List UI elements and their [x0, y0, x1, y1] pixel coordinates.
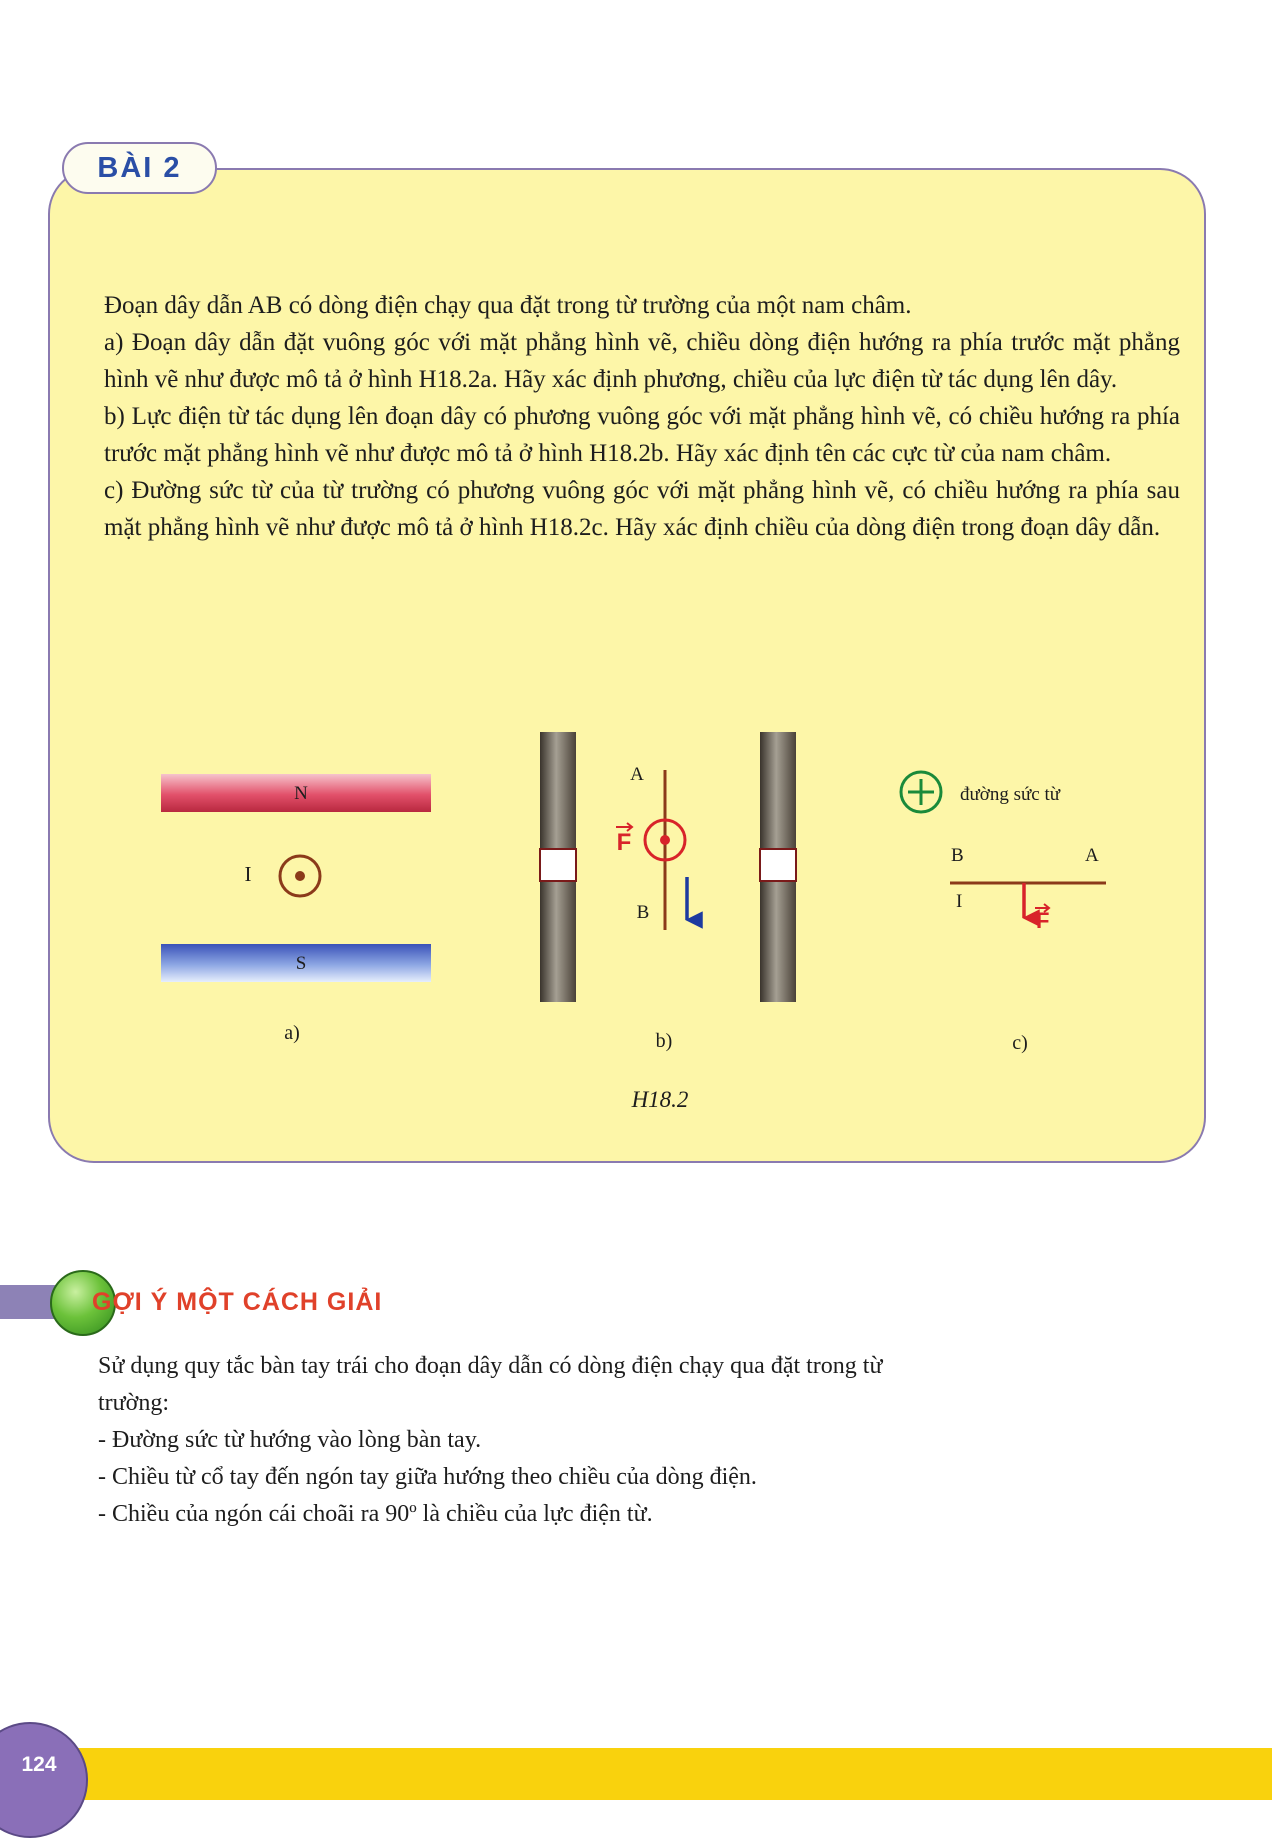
point-b-label-c: B: [951, 845, 964, 866]
force-label-b: F: [616, 829, 632, 856]
exercise-tab: [62, 142, 217, 194]
hint-step: - Chiều từ cổ tay đến ngón tay giữa hướng theo chiều của dòng điện.: [98, 1464, 757, 1490]
magnet-pole-left-blank: [540, 849, 576, 881]
footer-bar: [70, 1748, 1272, 1800]
problem-part-b: b) Lực điện từ tác dụng lên đoạn dây có phương vuông góc với mặt phẳng hình vẽ, có chiều hướng ra phía trước mặt phẳng hình vẽ như được mô tả ở hình H18.2b. Hãy xác định tên các cực từ của nam châm.: [104, 403, 1180, 467]
point-a-label-b: A: [630, 764, 644, 785]
panel-a-label: a): [284, 1022, 300, 1044]
hint-intro: Sử dụng quy tắc bàn tay trái cho đoạn dây dẫn có dòng điện chạy qua đặt trong từ trường:: [98, 1353, 883, 1416]
south-pole-label: S: [295, 953, 307, 974]
current-label-c: I: [956, 891, 963, 912]
figure-caption: H18.2: [631, 1087, 689, 1112]
page-number: 124: [21, 1753, 57, 1776]
force-label-c: F: [1036, 908, 1050, 933]
hint-body: [98, 1348, 948, 1533]
figure-drawing: [48, 720, 1206, 1140]
point-a-label-c: A: [1085, 845, 1099, 866]
hint-title: GỢI Ý MỘT CÁCH GIẢI: [92, 1288, 383, 1316]
problem-text: [104, 287, 1180, 546]
hint-step: - Đường sức từ hướng vào lòng bàn tay.: [98, 1427, 482, 1453]
exercise-label: BÀI 2: [97, 151, 182, 184]
force-dot: [660, 835, 670, 845]
panel-b-label: b): [655, 1030, 673, 1052]
hint-step: - Chiều của ngón cái choãi ra 90º là chiều của lực điện từ.: [98, 1501, 653, 1527]
problem-intro: Đoạn dây dẫn AB có dòng điện chạy qua đặt trong từ trường của một nam châm.: [104, 292, 912, 319]
point-b-label-b: B: [636, 902, 650, 923]
current-dot: [295, 871, 305, 881]
panel-c-label: c): [1012, 1032, 1028, 1054]
north-pole-label: N: [294, 783, 308, 804]
magnet-pole-right-blank: [760, 849, 796, 881]
problem-part-a: a) Đoạn dây dẫn đặt vuông góc với mặt phẳng hình vẽ, chiều dòng điện hướng ra phía trước mặt phẳng hình vẽ như được mô tả ở hình H18.2a. Hãy xác định phương, chiều của lực điện từ tác dụng lên dây.: [104, 329, 1180, 393]
figure-h18-2: [48, 720, 1206, 1140]
hint-steps: [98, 1422, 948, 1533]
field-line-label: đường sức từ: [960, 784, 1061, 805]
problem-part-c: c) Đường sức từ của từ trường có phương vuông góc với mặt phẳng hình vẽ, có chiều hướng ra phía sau mặt phẳng hình vẽ như được mô tả ở hình H18.2c. Hãy xác định chiều của dòng điện trong đoạn dây dẫn.: [104, 477, 1180, 541]
current-label-a: I: [244, 862, 252, 886]
